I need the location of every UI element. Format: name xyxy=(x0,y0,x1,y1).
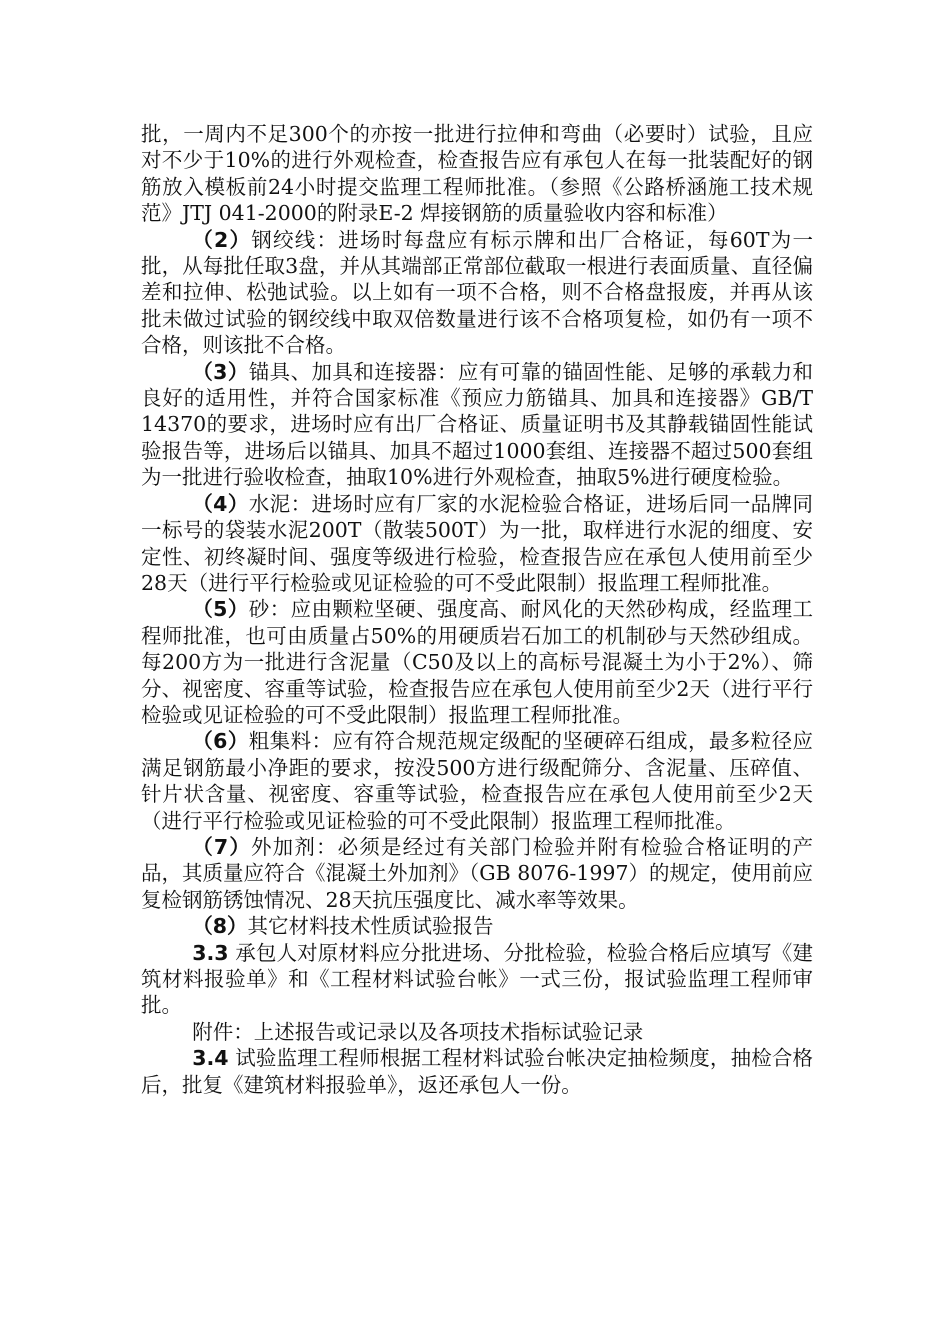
paragraph-text: 钢绞线：进场时每盘应有标示牌和出厂合格证，每60T为一批，从每批任取3盘，并从其端部正常部位截取一根进行表面质量、直径偏差和拉伸、松弛试验。以上如有一项不合格，则不合格盘报废，并再从该批未做过试验的钢绞线中取双倍数量进行该不合格项复检，如仍有一项不合格，则该批不合格。 xyxy=(141,227,813,358)
paragraph-attachment xyxy=(141,1019,813,1045)
paragraph-text: 水泥：进场时应有厂家的水泥检验合格证，进场后同一品牌同一标号的袋装水泥200T（散装500T）为一批，取样进行水泥的细度、安定性、初终凝时间、强度等级进行检验，检查报告应在承包人使用前至少28天（进行平行检验或见证检验的可不受此限制）报监理工程师批准。 xyxy=(141,491,814,595)
item-number: （7） xyxy=(192,834,251,859)
paragraph-text: 试验监理工程师根据工程材料试验台帐决定抽检频度，抽检合格后，批复《建筑材料报验单》，返还承包人一份。 xyxy=(141,1046,813,1097)
section-number: 3.4 xyxy=(192,1046,229,1071)
paragraph-admixture xyxy=(141,834,813,913)
section-number: 3.3 xyxy=(192,940,229,965)
paragraph-continuation xyxy=(141,121,813,227)
paragraph-section-3-3 xyxy=(141,940,813,1019)
paragraph-steel-strand xyxy=(141,227,813,359)
paragraph-text: 外加剂：必须是经过有关部门检验并附有检验合格证明的产品，其质量应符合《混凝土外加剂》（GB 8076-1997）的规定，使用前应复检钢筋锈蚀情况、28天抗压强度比、减水率等效果。 xyxy=(141,834,814,912)
paragraph-text: 砂：应由颗粒坚硬、强度高、耐风化的天然砂构成，经监理工程师批准，也可由质量占50%的用硬质岩石加工的机制砂与天然砂组成。每200方为一批进行含泥量（C50及以上的高标号混凝土为小于2%）、筛分、视密度、容重等试验，检查报告应在承包人使用前至少2天（进行平行检验或见证检验的可不受此限制）报监理工程师批准。 xyxy=(141,597,814,727)
paragraph-text: 粗集料：应有符合规范规定级配的坚硬碎石组成，最多粒径应满足钢筋最小净距的要求，按没500方进行级配筛分、含泥量、压碎值、针片状含量、视密度、容重等试验，检查报告应在承包人使用前至少2天（进行平行检验或见证检验的可不受此限制）报监理工程师批准。 xyxy=(141,729,814,833)
paragraph-other-materials xyxy=(141,913,813,939)
item-number: （8） xyxy=(192,914,248,939)
paragraph-cement xyxy=(141,491,813,597)
paragraph-anchors xyxy=(141,359,813,491)
item-number: （2） xyxy=(192,227,252,252)
paragraph-text: 其它材料技术性质试验报告 xyxy=(247,914,494,939)
paragraph-text: 承包人对原材料应分批进场、分批检验，检验合格后应填写《建筑材料报验单》和《工程材料试验台帐》一式三份，报试验监理工程师审批。 xyxy=(141,940,813,1018)
paragraph-sand xyxy=(141,596,813,728)
paragraph-section-3-4 xyxy=(141,1045,813,1098)
paragraph-text: 批，一周内不足300个的亦按一批进行拉伸和弯曲（必要时）试验，且应对不少于10%的进行外观检查，检查报告应有承包人在每一批装配好的钢筋放入模板前24小时提交监理工程师批准。（参照《公路桥涵施工技术规范》JTJ 041-2000的附录E-2 焊接钢筋的质量验收内容和标准） xyxy=(141,122,813,226)
paragraph-text: 锚具、加具和连接器：应有可靠的锚固性能、足够的承载力和良好的适用性，并符合国家标准《预应力筋锚具、加具和连接器》GB/T 14370的要求，进场时应有出厂合格证、质量证明书及其静载锚固性能试验报告等，进场后以锚具、加具不超过1000套组、连接器不超过500套组为一批进行验收检查，抽取10%进行外观检查，抽取5%进行硬度检验。 xyxy=(141,359,814,490)
item-number: （5） xyxy=(192,597,249,622)
paragraph-text: 附件：上述报告或记录以及各项技术指标试验记录 xyxy=(192,1019,644,1044)
item-number: （4） xyxy=(192,491,249,516)
item-number: （3） xyxy=(192,359,249,384)
paragraph-coarse-aggregate xyxy=(141,728,813,834)
document-page xyxy=(141,121,813,1098)
item-number: （6） xyxy=(192,729,249,754)
